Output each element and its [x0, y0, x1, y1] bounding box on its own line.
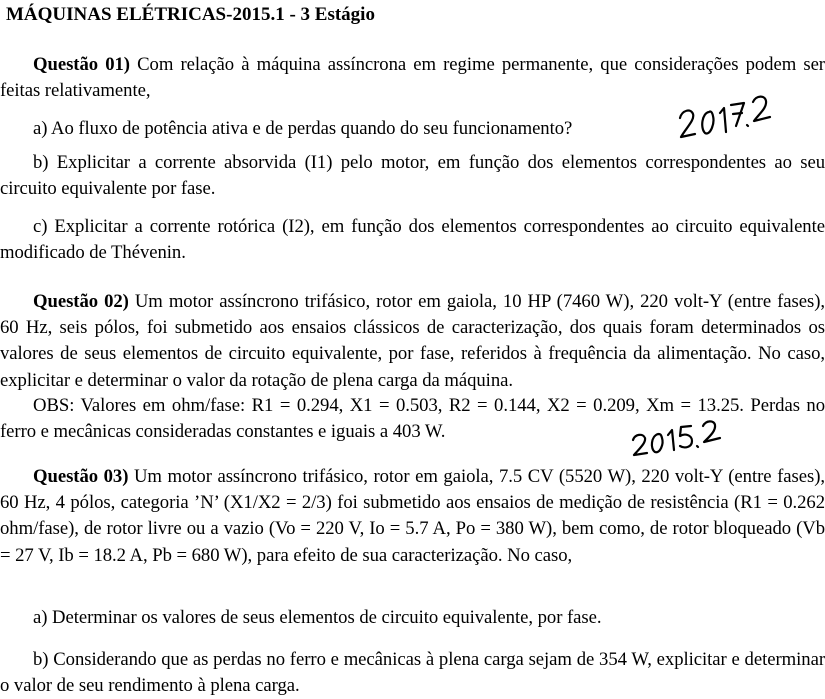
question-01-label: Questão 01)	[33, 54, 130, 75]
question-01-item-a: a) Ao fluxo de potência ativa e de perdas quando do seu funcionamento?	[33, 118, 573, 139]
document-title: MÁQUINAS ELÉTRICAS-2015.1 - 3 Estágio	[6, 4, 375, 25]
handwritten-note-2015-2	[630, 416, 730, 466]
question-02	[0, 289, 825, 394]
question-03-item-b: b) Considerando que as perdas no ferro e mecânicas à plena carga sejam de 354 W, explicitar e determinar o valor de seu rendimento à plena carga.	[0, 649, 825, 697]
question-01-item-c: c) Explicitar a corrente rotórica (I2), em função dos elementos correspondentes ao circuito equivalente modificado de Thévenin.	[0, 216, 825, 264]
question-03	[0, 464, 825, 569]
question-03-text: Um motor assíncrono trifásico, rotor em gaiola, 7.5 CV (5520 W), 220 volt-Y (entre fases), 60 Hz, 4 pólos, categoria ’N’ (X1/X2 = 2/3) foi submetido aos ensaios de medição de resistência (R1 = 0.262 ohm/fase), de rotor livre ou a vazio (Vo = 220 V, Io = 5.7 A, Po = 380 W), bem como, de rotor bloqueado (Vb = 27 V, Ib = 18.2 A, Pb = 680 W), para efeito de sua caracterização. No caso,	[0, 466, 825, 566]
question-03-label: Questão 03)	[33, 466, 129, 487]
question-01-text: Com relação à máquina assíncrona em regime permanente, que considerações podem ser feitas relativamente,	[0, 54, 825, 102]
question-02-text: Um motor assíncrono trifásico, rotor em gaiola, 10 HP (7460 W), 220 volt-Y (entre fases), 60 Hz, seis pólos, foi submetido aos ensaios clássicos de caracterização, dos quais foram determinados os valores de seus elementos de circuito equivalente, por fase, referidos à frequência da alimentação. No caso, explicitar e determinar o valor da rotação de plena carga da máquina.	[0, 291, 825, 391]
question-02-label: Questão 02)	[33, 291, 129, 312]
question-03-item-a: a) Determinar os valores de seus elementos de circuito equivalente, por fase.	[33, 607, 602, 628]
handwritten-note-2017-2	[676, 92, 776, 152]
question-02-obs: OBS: Valores em ohm/fase: R1 = 0.294, X1 = 0.503, R2 = 0.144, X2 = 0.209, Xm = 13.25. Perdas no ferro e mecânicas consideradas constantes e iguais a 403 W.	[0, 395, 825, 443]
question-01-item-b: b) Explicitar a corrente absorvida (I1) pelo motor, em função dos elementos correspondentes ao seu circuito equivalente por fase.	[0, 152, 825, 200]
